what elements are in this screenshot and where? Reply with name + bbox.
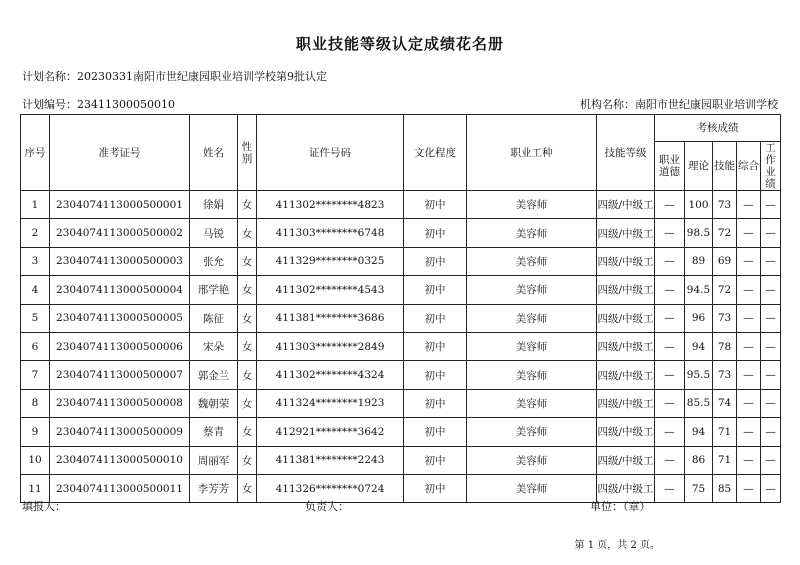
cell-work: — [761,418,781,446]
cell-theory: 86 [685,446,713,474]
header-work: 工作业绩 [761,142,781,191]
cell-level: 四级/中级工 [597,276,655,304]
cell-theory: 94.5 [685,276,713,304]
cell-seq: 2 [21,219,50,247]
cell-comprehensive: — [737,446,761,474]
cell-theory: 95.5 [685,361,713,389]
cell-ethics: — [655,247,685,275]
cell-seq: 9 [21,418,50,446]
cell-name: 蔡青 [190,418,238,446]
cell-theory: 89 [685,247,713,275]
cell-exam-no: 2304074113000500001 [50,191,190,219]
cell-education: 初中 [404,247,467,275]
cell-id-no: 411329********0325 [257,247,404,275]
cell-work: — [761,446,781,474]
cell-seq: 7 [21,361,50,389]
cell-occupation: 美容师 [467,389,597,417]
cell-gender: 女 [238,389,257,417]
cell-comprehensive: — [737,191,761,219]
responsible-label: 负责人： [305,500,349,513]
table-row [21,304,781,332]
cell-level: 四级/中级工 [597,361,655,389]
cell-gender: 女 [238,474,257,502]
table-row [21,474,781,502]
cell-id-no: 411302********4823 [257,191,404,219]
filler-label: 填报人： [22,500,66,513]
cell-comprehensive: — [737,389,761,417]
cell-theory: 96 [685,304,713,332]
plan-name: 计划名称：20230331南阳市世纪康园职业培训学校第9批认定 [22,70,327,83]
header-name: 姓名 [190,115,238,191]
cell-level: 四级/中级工 [597,304,655,332]
cell-education: 初中 [404,276,467,304]
header-scores: 考核成绩 [655,115,781,142]
cell-skill: 69 [713,247,737,275]
header-comprehensive: 综合 [737,142,761,191]
cell-gender: 女 [238,219,257,247]
cell-ethics: — [655,219,685,247]
cell-theory: 94 [685,418,713,446]
table-row [21,389,781,417]
cell-education: 初中 [404,474,467,502]
cell-theory: 85.5 [685,389,713,417]
cell-id-no: 412921********3642 [257,418,404,446]
cell-seq: 1 [21,191,50,219]
cell-id-no: 411324********1923 [257,389,404,417]
table-row [21,219,781,247]
header-education: 文化程度 [404,115,467,191]
cell-education: 初中 [404,332,467,360]
cell-seq: 6 [21,332,50,360]
cell-exam-no: 2304074113000500004 [50,276,190,304]
cell-gender: 女 [238,446,257,474]
cell-name: 马锐 [190,219,238,247]
cell-id-no: 411326********0724 [257,474,404,502]
cell-occupation: 美容师 [467,418,597,446]
cell-exam-no: 2304074113000500003 [50,247,190,275]
cell-skill: 72 [713,219,737,247]
cell-occupation: 美容师 [467,191,597,219]
cell-level: 四级/中级工 [597,389,655,417]
cell-seq: 5 [21,304,50,332]
cell-exam-no: 2304074113000500010 [50,446,190,474]
cell-ethics: — [655,361,685,389]
cell-name: 徐娟 [190,191,238,219]
header-theory: 理论 [685,142,713,191]
header-skill: 技能 [713,142,737,191]
header-occupation: 职业工种 [467,115,597,191]
cell-gender: 女 [238,191,257,219]
table-row [21,191,781,219]
cell-id-no: 411302********4543 [257,276,404,304]
cell-exam-no: 2304074113000500002 [50,219,190,247]
header-id-no: 证件号码 [257,115,404,191]
plan-number: 计划编号：23411300050010 [22,98,175,111]
cell-level: 四级/中级工 [597,446,655,474]
cell-ethics: — [655,389,685,417]
cell-occupation: 美容师 [467,247,597,275]
cell-gender: 女 [238,332,257,360]
cell-name: 陈征 [190,304,238,332]
cell-ethics: — [655,446,685,474]
cell-work: — [761,219,781,247]
header-gender: 性别 [238,115,257,191]
cell-seq: 4 [21,276,50,304]
cell-education: 初中 [404,361,467,389]
table-row [21,276,781,304]
header-row [21,115,781,142]
cell-exam-no: 2304074113000500009 [50,418,190,446]
cell-education: 初中 [404,389,467,417]
cell-name: 周丽军 [190,446,238,474]
cell-seq: 8 [21,389,50,417]
cell-comprehensive: — [737,361,761,389]
cell-skill: 78 [713,332,737,360]
cell-level: 四级/中级工 [597,332,655,360]
cell-name: 李芳芳 [190,474,238,502]
cell-work: — [761,474,781,502]
cell-theory: 75 [685,474,713,502]
cell-name: 张允 [190,247,238,275]
cell-gender: 女 [238,247,257,275]
cell-work: — [761,191,781,219]
unit-label: 单位：（章） [590,500,651,513]
page-indicator: 第 1 页，共 2 页。 [574,540,660,551]
cell-level: 四级/中级工 [597,191,655,219]
cell-gender: 女 [238,304,257,332]
cell-level: 四级/中级工 [597,474,655,502]
cell-occupation: 美容师 [467,219,597,247]
cell-id-no: 411381********3686 [257,304,404,332]
cell-ethics: — [655,418,685,446]
cell-work: — [761,247,781,275]
header-exam-no: 准考证号 [50,115,190,191]
cell-ethics: — [655,276,685,304]
cell-ethics: — [655,332,685,360]
cell-gender: 女 [238,276,257,304]
cell-comprehensive: — [737,474,761,502]
cell-education: 初中 [404,304,467,332]
cell-comprehensive: — [737,304,761,332]
cell-comprehensive: — [737,247,761,275]
cell-exam-no: 2304074113000500008 [50,389,190,417]
header-seq: 序号 [21,115,50,191]
cell-occupation: 美容师 [467,446,597,474]
cell-education: 初中 [404,219,467,247]
cell-name: 邢学艳 [190,276,238,304]
cell-id-no: 411381********2243 [257,446,404,474]
cell-skill: 73 [713,361,737,389]
cell-exam-no: 2304074113000500011 [50,474,190,502]
cell-level: 四级/中级工 [597,418,655,446]
cell-work: — [761,332,781,360]
cell-comprehensive: — [737,219,761,247]
cell-occupation: 美容师 [467,332,597,360]
cell-skill: 71 [713,446,737,474]
cell-work: — [761,389,781,417]
cell-id-no: 411303********2849 [257,332,404,360]
cell-ethics: — [655,304,685,332]
cell-skill: 72 [713,276,737,304]
cell-occupation: 美容师 [467,304,597,332]
table-row [21,247,781,275]
table-row [21,446,781,474]
cell-skill: 73 [713,191,737,219]
cell-occupation: 美容师 [467,361,597,389]
table-row [21,418,781,446]
cell-ethics: — [655,474,685,502]
cell-skill: 71 [713,418,737,446]
cell-skill: 74 [713,389,737,417]
cell-gender: 女 [238,418,257,446]
cell-seq: 3 [21,247,50,275]
organization-name: 机构名称：南阳市世纪康园职业培训学校 [580,98,778,111]
cell-theory: 94 [685,332,713,360]
cell-gender: 女 [238,361,257,389]
cell-id-no: 411302********4324 [257,361,404,389]
cell-seq: 11 [21,474,50,502]
cell-skill: 85 [713,474,737,502]
document-title: 职业技能等级认定成绩花名册 [295,35,504,53]
cell-education: 初中 [404,191,467,219]
cell-exam-no: 2304074113000500007 [50,361,190,389]
cell-comprehensive: — [737,418,761,446]
cell-level: 四级/中级工 [597,247,655,275]
cell-work: — [761,276,781,304]
cell-name: 魏朝荣 [190,389,238,417]
cell-education: 初中 [404,418,467,446]
cell-exam-no: 2304074113000500006 [50,332,190,360]
cell-name: 宋朵 [190,332,238,360]
cell-ethics: — [655,191,685,219]
cell-work: — [761,361,781,389]
cell-education: 初中 [404,446,467,474]
cell-occupation: 美容师 [467,276,597,304]
cell-comprehensive: — [737,276,761,304]
table-row [21,332,781,360]
cell-id-no: 411303********6748 [257,219,404,247]
cell-comprehensive: — [737,332,761,360]
table-row [21,361,781,389]
cell-exam-no: 2304074113000500005 [50,304,190,332]
cell-level: 四级/中级工 [597,219,655,247]
cell-skill: 73 [713,304,737,332]
header-ethics: 职业道德 [655,142,685,191]
cell-theory: 98.5 [685,219,713,247]
cell-work: — [761,304,781,332]
cell-occupation: 美容师 [467,474,597,502]
header-level: 技能等级 [597,115,655,191]
cell-theory: 100 [685,191,713,219]
cell-name: 郭金兰 [190,361,238,389]
cell-seq: 10 [21,446,50,474]
score-roster-table [20,114,781,503]
